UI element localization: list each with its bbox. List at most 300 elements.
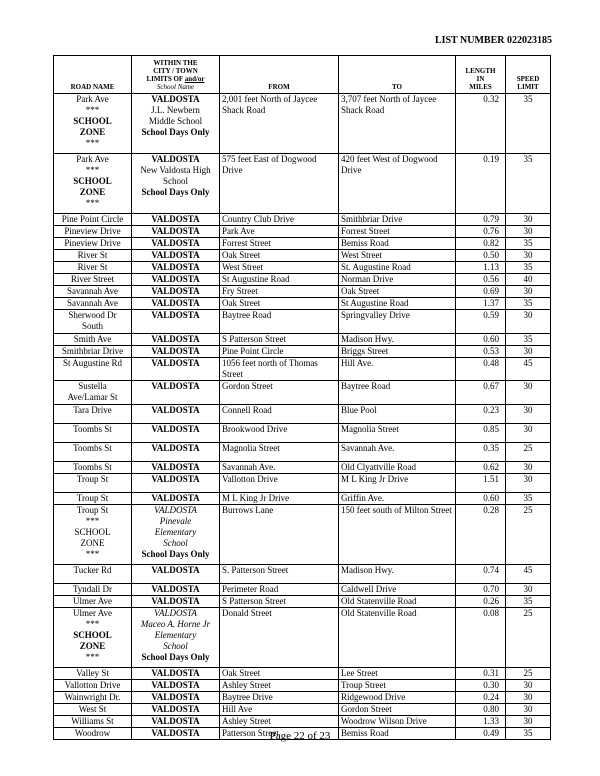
within-limits-cell	[132, 704, 220, 716]
school-name-line: Elementary	[154, 630, 197, 640]
school-name-line: School	[162, 176, 188, 186]
road-name-line: River Street	[70, 274, 115, 284]
speed-limit-cell: 45	[506, 358, 551, 381]
within-limits-cell	[132, 493, 220, 505]
to-cell: Madison Hwy.	[339, 334, 456, 346]
to-cell: Baytree Road	[339, 381, 456, 405]
from-cell: Savannah Ave.	[220, 462, 339, 474]
table-row	[54, 286, 551, 298]
length-cell: 0.30	[456, 680, 506, 692]
school-zone-line: ***	[85, 652, 100, 662]
city-name: VALDOSTA	[151, 596, 200, 606]
within-limits-cell	[132, 262, 220, 274]
road-name-line: Toombs St	[73, 443, 112, 453]
within-limits-cell	[132, 596, 220, 608]
road-name-line: Tyndall Dr	[72, 584, 113, 594]
road-name-line: Pineview Drive	[64, 226, 121, 236]
to-cell: St Augustine Road	[339, 298, 456, 310]
speed-limit-cell: 25	[506, 505, 551, 565]
road-name-cell	[54, 680, 132, 692]
road-name-line: Park Ave	[76, 94, 109, 104]
within-limits-cell	[132, 405, 220, 424]
road-name-cell	[54, 94, 132, 154]
speed-limit-cell: 35	[506, 334, 551, 346]
speed-limit-cell: 30	[506, 474, 551, 493]
from-cell: Connell Road	[220, 405, 339, 424]
within-limits-cell	[132, 692, 220, 704]
city-name: VALDOSTA	[151, 238, 200, 248]
from-cell: M L King Jr Drive	[220, 493, 339, 505]
from-cell: Baytree Drive	[220, 692, 339, 704]
from-cell: S Patterson Street	[220, 334, 339, 346]
to-cell: Old Clyattville Road	[339, 462, 456, 474]
road-name-line: Park Ave	[76, 154, 109, 164]
table-row	[54, 716, 551, 728]
city-name: VALDOSTA	[151, 381, 200, 391]
road-name-line: Savannah Ave	[66, 286, 119, 296]
school-zone-line: ***	[85, 138, 100, 148]
from-cell: Vallotton Drive	[220, 474, 339, 493]
school-zone-line: ***	[85, 549, 100, 559]
length-cell: 0.60	[456, 334, 506, 346]
within-limits-cell	[132, 381, 220, 405]
road-name-cell	[54, 493, 132, 505]
school-zone-line: SCHOOL	[73, 630, 112, 640]
school-days-only: School Days Only	[141, 187, 210, 197]
school-name-line: New Valdosta High	[140, 165, 211, 175]
speed-limit-cell: 40	[506, 274, 551, 286]
table-row	[54, 505, 551, 565]
from-cell: Country Club Drive	[220, 214, 339, 226]
road-name-line: Vallotton Drive	[64, 680, 121, 690]
school-zone-line: ***	[85, 516, 100, 526]
to-cell: Springvalley Drive	[339, 310, 456, 334]
road-name-line: Smithbriar Drive	[61, 346, 124, 356]
school-days-only: School Days Only	[141, 549, 210, 559]
within-limits-cell	[132, 310, 220, 334]
school-name-line: School	[163, 538, 188, 548]
within-limits-cell	[132, 584, 220, 596]
road-name-cell	[54, 565, 132, 584]
school-name-line: Maceo A. Horne Jr	[140, 619, 211, 629]
city-name: VALDOSTA	[151, 474, 200, 484]
city-name: VALDOSTA	[151, 716, 200, 726]
from-cell: Oak Street	[220, 668, 339, 680]
city-name: VALDOSTA	[151, 584, 200, 594]
to-cell: 420 feet West of Dogwood Drive	[339, 154, 456, 214]
city-name: VALDOSTA	[151, 310, 200, 320]
city-name: VALDOSTA	[151, 443, 200, 453]
to-cell: Oak Street	[339, 286, 456, 298]
school-days-only: School Days Only	[141, 652, 210, 662]
road-name-cell	[54, 692, 132, 704]
from-cell: Burrows Lane	[220, 505, 339, 565]
speed-limit-cell: 30	[506, 226, 551, 238]
city-name: VALDOSTA	[151, 692, 200, 702]
from-cell: Patterson Street	[220, 728, 339, 740]
within-limits-cell	[132, 250, 220, 262]
school-zone-line: ***	[85, 619, 100, 629]
table-row	[54, 692, 551, 704]
city-name: VALDOSTA	[151, 405, 200, 415]
length-cell: 0.59	[456, 310, 506, 334]
length-cell: 0.76	[456, 226, 506, 238]
road-name-line: Ulmer Ave	[72, 608, 113, 618]
table-row	[54, 668, 551, 680]
length-cell: 0.53	[456, 346, 506, 358]
from-cell: Magnolia Street	[220, 443, 339, 462]
length-cell: 0.49	[456, 728, 506, 740]
road-name-line: Pine Point Circle	[61, 214, 124, 224]
road-name-line: West St	[78, 704, 107, 714]
city-name: VALDOSTA	[151, 94, 200, 104]
length-cell: 0.32	[456, 94, 506, 154]
speed-limit-cell: 35	[506, 94, 551, 154]
speed-limit-cell: 35	[506, 262, 551, 274]
city-name: VALDOSTA	[151, 493, 200, 503]
to-cell: Griffin Ave.	[339, 493, 456, 505]
to-cell: 150 feet south of Milton Street	[339, 505, 456, 565]
city-name: VALDOSTA	[151, 334, 200, 344]
to-cell: Woodrow Wilson Drive	[339, 716, 456, 728]
from-cell: Forrest Street	[220, 238, 339, 250]
table-row	[54, 584, 551, 596]
road-name-cell	[54, 596, 132, 608]
length-cell: 0.74	[456, 565, 506, 584]
to-cell: West Street	[339, 250, 456, 262]
from-cell: Pine Point Circle	[220, 346, 339, 358]
within-limits-cell	[132, 298, 220, 310]
to-cell: Caldwell Drive	[339, 584, 456, 596]
road-name-cell	[54, 474, 132, 493]
road-name-cell	[54, 238, 132, 250]
header-length-l2: IN	[476, 75, 485, 83]
speed-limit-cell: 25	[506, 668, 551, 680]
road-name-cell	[54, 274, 132, 286]
header-speed-l2: LIMIT	[517, 83, 539, 91]
header-within-line1: WITHIN THE	[153, 59, 198, 67]
within-limits-cell	[132, 286, 220, 298]
table-row	[54, 565, 551, 584]
city-name: VALDOSTA	[151, 226, 200, 236]
to-cell: Ridgewood Drive	[339, 692, 456, 704]
length-cell: 0.62	[456, 462, 506, 474]
from-cell: St Augustine Road	[220, 274, 339, 286]
speed-limit-cell: 25	[506, 608, 551, 668]
table-row	[54, 310, 551, 334]
table-row	[54, 262, 551, 274]
from-cell: S Patterson Street	[220, 596, 339, 608]
to-cell: Forrest Street	[339, 226, 456, 238]
length-cell: 0.31	[456, 668, 506, 680]
road-name-cell	[54, 443, 132, 462]
speed-limit-cell: 30	[506, 584, 551, 596]
within-limits-cell	[132, 608, 220, 668]
school-zone-line: ZONE	[79, 127, 106, 137]
school-name-line: J.L. Newbern	[151, 105, 200, 115]
to-cell: 3,707 feet North of Jaycee Shack Road	[339, 94, 456, 154]
within-limits-cell	[132, 274, 220, 286]
table-row	[54, 704, 551, 716]
length-cell: 0.24	[456, 692, 506, 704]
city-name: VALDOSTA	[151, 346, 200, 356]
city-name: VALDOSTA	[151, 462, 200, 472]
road-name-line: Troup St	[76, 474, 109, 484]
table-row	[54, 250, 551, 262]
speed-limit-cell: 30	[506, 716, 551, 728]
header-speed-l1: SPEED	[516, 75, 540, 83]
from-cell: Ashley Street	[220, 716, 339, 728]
road-name-cell	[54, 381, 132, 405]
header-within-line4: School Name	[156, 83, 195, 91]
table-row	[54, 608, 551, 668]
length-cell: 0.08	[456, 608, 506, 668]
table-row	[54, 443, 551, 462]
table-row	[54, 214, 551, 226]
road-name-line: Tucker Rd	[73, 565, 112, 575]
from-cell: Fry Street	[220, 286, 339, 298]
from-cell: 575 feet East of Dogwood Drive	[220, 154, 339, 214]
from-cell: Oak Street	[220, 298, 339, 310]
school-name-line: Middle School	[148, 116, 203, 126]
city-name: VALDOSTA	[151, 250, 200, 260]
from-cell: Hill Ave	[220, 704, 339, 716]
from-cell: Perimeter Road	[220, 584, 339, 596]
road-name-cell	[54, 462, 132, 474]
from-cell: Brookwood Drive	[220, 424, 339, 443]
from-cell: Ashley Street	[220, 680, 339, 692]
city-name: VALDOSTA	[151, 154, 200, 164]
from-cell: Donald Street	[220, 608, 339, 668]
to-cell: Gordon Street	[339, 704, 456, 716]
within-limits-cell	[132, 346, 220, 358]
table-row	[54, 493, 551, 505]
city-name: VALDOSTA	[151, 424, 200, 434]
road-name-line: St Augustine Rd	[62, 358, 122, 368]
within-limits-cell	[132, 505, 220, 565]
header-row	[54, 56, 551, 94]
table-row	[54, 474, 551, 493]
speed-limit-cell: 35	[506, 493, 551, 505]
from-cell: 2,001 feet North of Jaycee Shack Road	[220, 94, 339, 154]
speed-limit-cell: 30	[506, 704, 551, 716]
speed-limit-cell: 25	[506, 443, 551, 462]
header-speed	[506, 56, 551, 94]
road-name-line: Ave/Lamar St	[67, 392, 118, 402]
speed-limit-cell: 35	[506, 596, 551, 608]
table-row	[54, 424, 551, 443]
speed-limit-cell: 30	[506, 405, 551, 424]
road-name-line: Wainwright Dr.	[64, 692, 121, 702]
city-name: VALDOSTA	[151, 704, 200, 714]
table-row	[54, 346, 551, 358]
to-cell: Bemiss Road	[339, 728, 456, 740]
road-name-line: Pineview Drive	[64, 238, 121, 248]
header-within-limits	[132, 56, 220, 94]
length-cell: 0.69	[456, 286, 506, 298]
speed-limit-cell: 30	[506, 692, 551, 704]
school-zone-line: ***	[85, 198, 100, 208]
within-limits-cell	[132, 334, 220, 346]
to-cell: Old Statenville Road	[339, 596, 456, 608]
length-cell: 0.70	[456, 584, 506, 596]
header-length-l1: LENGTH	[465, 67, 496, 75]
within-limits-cell	[132, 668, 220, 680]
school-zone-line: SCHOOL	[73, 176, 112, 186]
speed-limit-cell: 35	[506, 728, 551, 740]
road-name-cell	[54, 704, 132, 716]
table-row	[54, 94, 551, 154]
to-cell: M L King Jr Drive	[339, 474, 456, 493]
speed-limit-cell: 30	[506, 381, 551, 405]
to-cell: Bemiss Road	[339, 238, 456, 250]
from-cell: S. Patterson Street	[220, 565, 339, 584]
to-cell: Hill Ave.	[339, 358, 456, 381]
road-name-line: Savannah Ave	[66, 298, 119, 308]
road-name-line: Troup St	[76, 493, 109, 503]
city-name: VALDOSTA	[154, 608, 197, 618]
from-cell: Gordon Street	[220, 381, 339, 405]
speed-limit-cell: 35	[506, 154, 551, 214]
to-cell: Magnolia Street	[339, 424, 456, 443]
road-name-line: River St	[77, 250, 108, 260]
length-cell: 0.80	[456, 704, 506, 716]
table-row	[54, 298, 551, 310]
speed-limit-table	[53, 55, 551, 740]
header-length	[456, 56, 506, 94]
road-name-line: Tara Drive	[73, 405, 112, 415]
within-limits-cell	[132, 214, 220, 226]
city-name: VALDOSTA	[151, 298, 200, 308]
speed-limit-cell: 30	[506, 286, 551, 298]
to-cell: Madison Hwy.	[339, 565, 456, 584]
length-cell: 1.37	[456, 298, 506, 310]
road-name-cell	[54, 358, 132, 381]
header-length-l3: MILES	[469, 83, 492, 91]
to-cell: Norman Drive	[339, 274, 456, 286]
length-cell: 0.82	[456, 238, 506, 250]
city-name: VALDOSTA	[154, 505, 197, 515]
table-row	[54, 680, 551, 692]
city-name: VALDOSTA	[151, 565, 200, 575]
from-cell: 1056 feet north of Thomas Street	[220, 358, 339, 381]
road-name-cell	[54, 405, 132, 424]
header-within-andor: and/or	[184, 75, 205, 83]
to-cell: Briggs Street	[339, 346, 456, 358]
city-name: VALDOSTA	[151, 274, 200, 284]
speed-limit-cell: 30	[506, 250, 551, 262]
length-cell: 0.85	[456, 424, 506, 443]
road-name-cell	[54, 214, 132, 226]
road-name-cell	[54, 286, 132, 298]
within-limits-cell	[132, 226, 220, 238]
road-name-cell	[54, 226, 132, 238]
school-zone-line: ZONE	[79, 187, 106, 197]
table-row	[54, 358, 551, 381]
table-row	[54, 462, 551, 474]
within-limits-cell	[132, 716, 220, 728]
within-limits-cell	[132, 358, 220, 381]
speed-limit-cell: 30	[506, 680, 551, 692]
to-cell: St. Augustine Road	[339, 262, 456, 274]
road-name-cell	[54, 298, 132, 310]
road-name-cell	[54, 334, 132, 346]
list-number: LIST NUMBER 022023185	[434, 35, 552, 46]
city-name: VALDOSTA	[151, 262, 200, 272]
road-name-line: Toombs St	[73, 424, 112, 434]
road-name-cell	[54, 424, 132, 443]
within-limits-cell	[132, 154, 220, 214]
length-cell: 0.48	[456, 358, 506, 381]
speed-limit-cell: 30	[506, 424, 551, 443]
length-cell: 0.60	[456, 493, 506, 505]
city-name: VALDOSTA	[151, 668, 200, 678]
length-cell: 0.23	[456, 405, 506, 424]
from-cell: Baytree Road	[220, 310, 339, 334]
table-row	[54, 381, 551, 405]
road-name-cell	[54, 250, 132, 262]
to-cell: Blue Pool	[339, 405, 456, 424]
length-cell: 0.56	[456, 274, 506, 286]
within-limits-cell	[132, 680, 220, 692]
length-cell: 0.26	[456, 596, 506, 608]
length-cell: 0.79	[456, 214, 506, 226]
school-name-line: Pinevale	[159, 516, 192, 526]
header-from: FROM	[220, 56, 339, 94]
table-row	[54, 596, 551, 608]
road-name-line: Ulmer Ave	[72, 596, 113, 606]
road-name-line: River St	[77, 262, 108, 272]
school-zone-line: ZONE	[79, 641, 106, 651]
school-zone-line: ***	[85, 165, 100, 175]
city-name: VALDOSTA	[151, 214, 200, 224]
school-name-line: School	[163, 641, 188, 651]
speed-limit-cell: 30	[506, 214, 551, 226]
school-zone-line: SCHOOL	[74, 527, 111, 537]
length-cell: 0.50	[456, 250, 506, 262]
speed-limit-cell: 30	[506, 346, 551, 358]
within-limits-cell	[132, 443, 220, 462]
from-cell: West Street	[220, 262, 339, 274]
road-name-line: South	[81, 321, 103, 331]
road-name-cell	[54, 608, 132, 668]
to-cell: Lee Street	[339, 668, 456, 680]
to-cell: Smithbriar Drive	[339, 214, 456, 226]
speed-limit-cell: 35	[506, 298, 551, 310]
header-within-line3a: LIMITS OF	[146, 75, 185, 83]
table-row	[54, 154, 551, 214]
road-name-line: Valley St	[76, 668, 109, 678]
length-cell: 0.35	[456, 443, 506, 462]
length-cell: 1.13	[456, 262, 506, 274]
road-name-line: Troup St	[76, 505, 109, 515]
city-name: VALDOSTA	[151, 358, 200, 368]
header-within-line2: CITY / TOWN	[153, 67, 198, 75]
school-zone-line: ***	[85, 105, 100, 115]
from-cell: Park Ave	[220, 226, 339, 238]
road-name-cell	[54, 262, 132, 274]
city-name: VALDOSTA	[151, 680, 200, 690]
road-name-line: Sherwood Dr	[68, 310, 117, 320]
within-limits-cell	[132, 474, 220, 493]
speed-limit-cell: 35	[506, 238, 551, 250]
road-name-cell	[54, 310, 132, 334]
to-cell: Old Statenville Road	[339, 608, 456, 668]
road-name-line: Toombs St	[73, 462, 112, 472]
length-cell: 1.33	[456, 716, 506, 728]
speed-limit-cell: 30	[506, 310, 551, 334]
school-zone-line: ZONE	[80, 538, 105, 548]
